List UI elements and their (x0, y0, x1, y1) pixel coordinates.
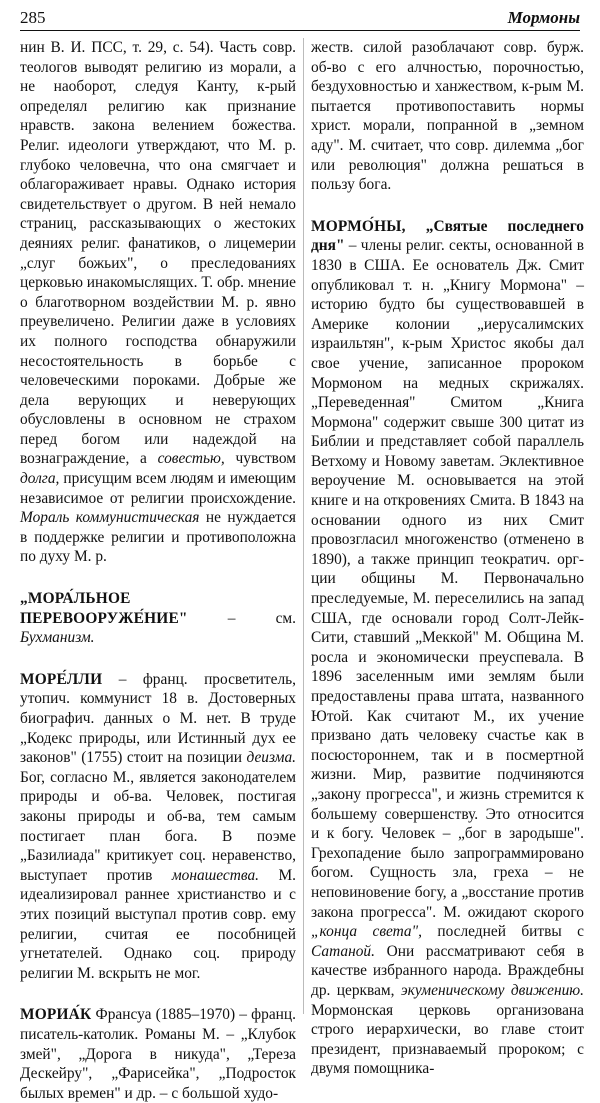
cross-reference: Бухманизм. (20, 629, 95, 647)
column-divider (303, 38, 304, 1014)
entry-headword: „МОРА́ЛЬНОЕ ПЕРЕВООРУЖЕ́НИЕ" (20, 590, 188, 627)
paragraph-mauriac-continued: жеств. силой разоблачают совр. бурж. об-во с его алчностью, порочностью, бездуховностью и ханжеством, к-рым М. пытается противопоставить нормы христ. морали, попранной в „земном аду". М. считает, что совр. дилемма „бог или революция" должна решаться в пользу бога. (311, 39, 584, 194)
entry-mauriac: МОРИА́К Франсуа (1885–1970) – франц. писатель-католик. Романы М. – „Клубок змей", „Дорога в никуда", „Тереза Дескейру", „Фарисейка", „Подросток былых времен" и др. – с большой худо- (20, 1006, 296, 1102)
entry-headword: МОРМО́НЫ, (311, 217, 406, 235)
entry-moral-rearmament: „МОРА́ЛЬНОЕ ПЕРЕВООРУЖЕ́НИЕ" – см. Бухманизм. (20, 590, 296, 647)
cross-reference: деизма. (246, 749, 296, 767)
entry-morelly: МОРЕ́ЛЛИ – франц. просветитель, утопич. коммунист 18 в. Достоверных биографич. данных о М. нет. В труде „Кодекс природы, или Истинный дух ее законов" (1755) стоит на позиции деизма. Бог, согласно М., является законодателем природы и об-ва. Человек, постигая законы природы и об-ва, тем самым постигает план бога. В поэме „Базилиада" критикует соц. неравенство, выступает против монашества. М. идеализировал раннее христианство и с этих позиций выступал против совр. ему религии, считая ее пособницей угнетателей. Однако соц. природу религии М. вскрыть не мог. (20, 670, 296, 982)
cross-reference: экуменическому движению. (400, 981, 584, 999)
left-column (20, 38, 296, 1102)
running-head: Мормоны (507, 8, 580, 27)
cross-reference: Сатаной. (311, 942, 375, 960)
header-rule (20, 30, 580, 31)
cross-reference: Мораль коммунистическая (20, 509, 200, 527)
right-column (311, 38, 584, 1078)
entry-headword: МОРИА́К (20, 1006, 92, 1024)
entry-subtitle: „Святые последнего дня" (311, 217, 584, 255)
page-header (20, 8, 580, 30)
paragraph-morality-religion: нин В. И. ПСС, т. 29, с. 54). Часть совр. теологов выводят религию из морали, а не наоборот, следуя Канту, к-рый определял религию как признание нравств. закона велением божества. Религ. идеологи утверждают, что М. р. глубоко человечна, что она смягчает и облагораживает нравы. Однако история свидетельствует о другом. В ней немало страниц, рассказывающих о жестоких деяниях религ. фанатиков, о лицемерии „слуг божьих", о преследованиях церковью инакомыслящих. Т. обр. мнение о благотворном воздействии М. р. явно преувеличено. Религии даже в условиях их полного господства обнаружили несостоятельность в борьбе с человеческими пороками. Добрые же дела верующих и неверующих обусловлены в основном не страхом перед богом или надеждой на вознаграждение, а совестью, чувством долга, присущим всем людям и имеющим независимое от религии происхождение. Мораль коммунистическая не нуждается в поддержке религии и противоположна по духу М. р. (20, 39, 296, 566)
entry-mormons: МОРМО́НЫ, „Святые последнего дня" – члены религ. секты, основанной в 1830 в США. Ее основатель Дж. Смит опубликовал т. н. „Книгу Мормона" – историю будто бы существовавшей в Америке колонии „иерусалимских израильтян", к-рым Христос якобы дал свое учение, записанное пророком Мормоном на медных скрижалях. „Переведенная" Смитом „Книга Мормона" содержит свыше 300 цитат из Библии и представляет собой параллель Ветхому и Новому заветам. Эклективное вероучение М. основывается на этой книге и на откровениях Смита. В 1843 на основании одного из них Смит провозгласил многоженство (отменено в 1890), а также принцип теократич. орг-ции общины М. Первоначально преследуемые, М. переселились на запад США, где основали город Солт-Лейк-Сити, ставший „Меккой" М. Община М. росла и экономически преуспевала. В 1896 заселенным ими землям были предоставлены права штата, названного Ютой. Как считают М., их учение призвано дать человеку счастье как в посюстороннем, так и в посмертной жизни. Мир, развитие подчиняются „закону прогресса", и жизнь стремится к большему совершенству. Это относится и к богу. Человек – „бог в зародыше". Грехопадение было запрограммировано богом. Сущность зла, греха – не неповиновение богу, а „восстание против закона прогресса". М. ожидают скорого „конца света", последней битвы с Сатаной. Они рассматривают себя в качестве избранного народа. Враждебны др. церквам, экуменическому движению. Мормонская церковь организована строго иерархически, во главе стоит президент, признаваемый пророком; с двумя помощника- (311, 217, 584, 1078)
cross-reference: монашества. (171, 866, 259, 884)
entry-headword: МОРЕ́ЛЛИ (20, 670, 103, 688)
page-number: 285 (20, 8, 46, 27)
